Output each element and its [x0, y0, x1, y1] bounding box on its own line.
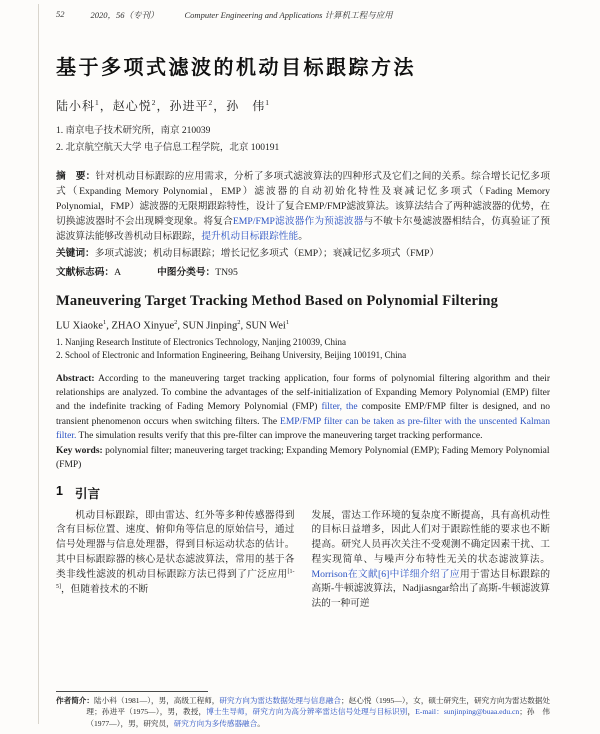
authors-en: LU Xiaoke$^1$, ZHAO Xinyue$^2$, SUN Jinping$^2$, SUN Wei$^1$ — [56, 319, 290, 332]
affiliation-zh-2: 2. 北京航空航天大学 电子信息工程学院，北京 100191 — [56, 142, 280, 153]
keywords-zh-label: 关键词： — [56, 248, 95, 260]
abstract-en — [56, 372, 550, 443]
journal-header — [56, 9, 550, 21]
section-title: 引言 — [74, 486, 100, 501]
affiliations-en — [56, 336, 550, 363]
section-heading-1 — [56, 484, 550, 502]
clc-value: TN95 — [215, 267, 238, 279]
body-left-column: 机动目标跟踪，即由雷达、红外等多种传感器得到含有目标位置、速度、俯仰角等信息的原始信号，通过信号处理器与信息处理器，得到目标运动状态的估计。其中目标跟踪器的核心是状态滤波算法，常用的基于各类非线性滤波的机动目标跟踪方法已得到了广泛应用[1-5]，但随着技术的不断 — [56, 509, 295, 595]
abstract-zh — [56, 169, 550, 244]
body-columns — [56, 509, 550, 612]
page-number: 52 — [56, 9, 65, 19]
keywords-en — [56, 444, 550, 473]
keywords-en-text: polynomial filter; maneuvering target tracking; Expanding Memory Polynomial (EMP); Fading Memory Polynomial (FMP) — [56, 446, 550, 471]
affiliation-en-1: 1. Nanjing Research Institute of Electronics Technology, Nanjing 210039, China — [56, 336, 347, 347]
author-bio-text — [56, 695, 550, 729]
author-bio-label: 作者简介： — [56, 695, 95, 705]
author-bio-footer — [56, 691, 550, 729]
keywords-zh-text: 多项式滤波；机动目标跟踪；增长记忆多项式（EMP）；衰减记忆多项式（FMP） — [94, 248, 440, 260]
doc-code-value: A — [114, 267, 122, 279]
author-bio-before-email: 陆小科（1981—），男，高级工程师，研究方向为雷达数据处理与信息融合；赵心悦（1995—），女，硕士研究生，研究方向为雷达数据处理；孙进平（1975—），男，教授，博士生导师，研究方向为高分辨率雷达信号处理与目标识别， — [86, 695, 551, 717]
abstract-zh-label: 摘 要： — [56, 171, 96, 183]
journal-name: Computer Engineering and Applications 计算机工程与应用 — [184, 10, 393, 20]
affiliations-zh — [56, 123, 550, 156]
clc-label: 中图分类号： — [157, 267, 216, 279]
footer-rule — [56, 691, 208, 692]
authors-zh: 陆小科$^1$，赵心悦$^2$，孙进平$^2$，孙 伟$^1$ — [56, 98, 270, 113]
affiliation-zh-1: 1. 南京电子技术研究所，南京 210039 — [56, 126, 211, 136]
email-link[interactable]: E-mail：sunjinping@buaa.edu.cn — [415, 707, 520, 717]
body-right-column: 发展，雷达工作环境的复杂度不断提高，具有高机动性的目标日益增多，因此人们对于跟踪性能的要求也不断提高。研究人员再次关注不受观测不确定因素干扰、工程实现简单、与噪声分布特性无关的状态滤波算法。Morrison在文献[6]中详细介绍了应用于雷达目标跟踪的高斯-牛顿滤波算法，Nadjiasngar给出了高斯-牛顿滤波算法的一种可逆 — [311, 509, 551, 610]
clc-number — [157, 264, 238, 278]
scan-edge-line — [38, 4, 39, 724]
abstract-zh-text: 针对机动目标跟踪的应用需求，分析了多项式滤波算法的四种形式及它们之间的关系。综合增长记忆多项式（Expanding Memory Polynomial，EMP）滤波器的自动初始化特性及衰减记忆多项式（Fading Memory Polynomial，FMP）滤波器的无限期跟踪特性，设计了复合EMP/FMP滤波算法。该算法结合了两种滤波器的优势，在切换滤波器时不会出现瞬变现象。将复合EMP/FMP滤波器作为预滤波器与不敏卡尔曼滤波器相结合，仿真验证了预滤波算法能够改善机动目标跟踪，提升机动目标跟踪性能。 — [56, 171, 551, 243]
affiliation-en-2: 2. School of Electronic and Information Engineering, Beihang University, Beijing 100191, China — [56, 350, 407, 361]
section-number: 1 — [56, 483, 63, 498]
paper-title-zh: 基于多项式滤波的机动目标跟踪方法 — [56, 57, 416, 79]
abstract-en-text: According to the maneuvering target tracking application, four forms of polynomial filtering algorithm and their relationships are analyzed. To combine the advantages of the self-initialization of Expanding Memory Polynomial (EMP) filter and the indefinite tracking of Fading Memory Polynomial (FMP) filter, the composite EMP/FMP filter is designed, and no transient phenomenon occurs when switching filters. The EMP/FMP filter can be taken as pre-filter with the unscented Kalman filter. The simulation results verify that this pre-filter can improve the maneuvering target tracking performance. — [56, 373, 551, 441]
classification-codes — [56, 264, 550, 278]
keywords-en-label: Key words: — [56, 446, 103, 457]
doc-code — [56, 264, 121, 278]
issue-info: 2020，56（专刊） — [90, 10, 159, 20]
paper-title-en: Maneuvering Target Tracking Method Based on Polynomial Filtering — [56, 293, 499, 310]
keywords-zh — [56, 246, 550, 261]
doc-code-label: 文献标志码： — [56, 267, 115, 279]
abstract-en-label: Abstract: — [56, 373, 95, 384]
author-bio-after-email: ；孙 伟（1977—），男，研究员，研究方向为多传感器融合。 — [86, 707, 551, 728]
